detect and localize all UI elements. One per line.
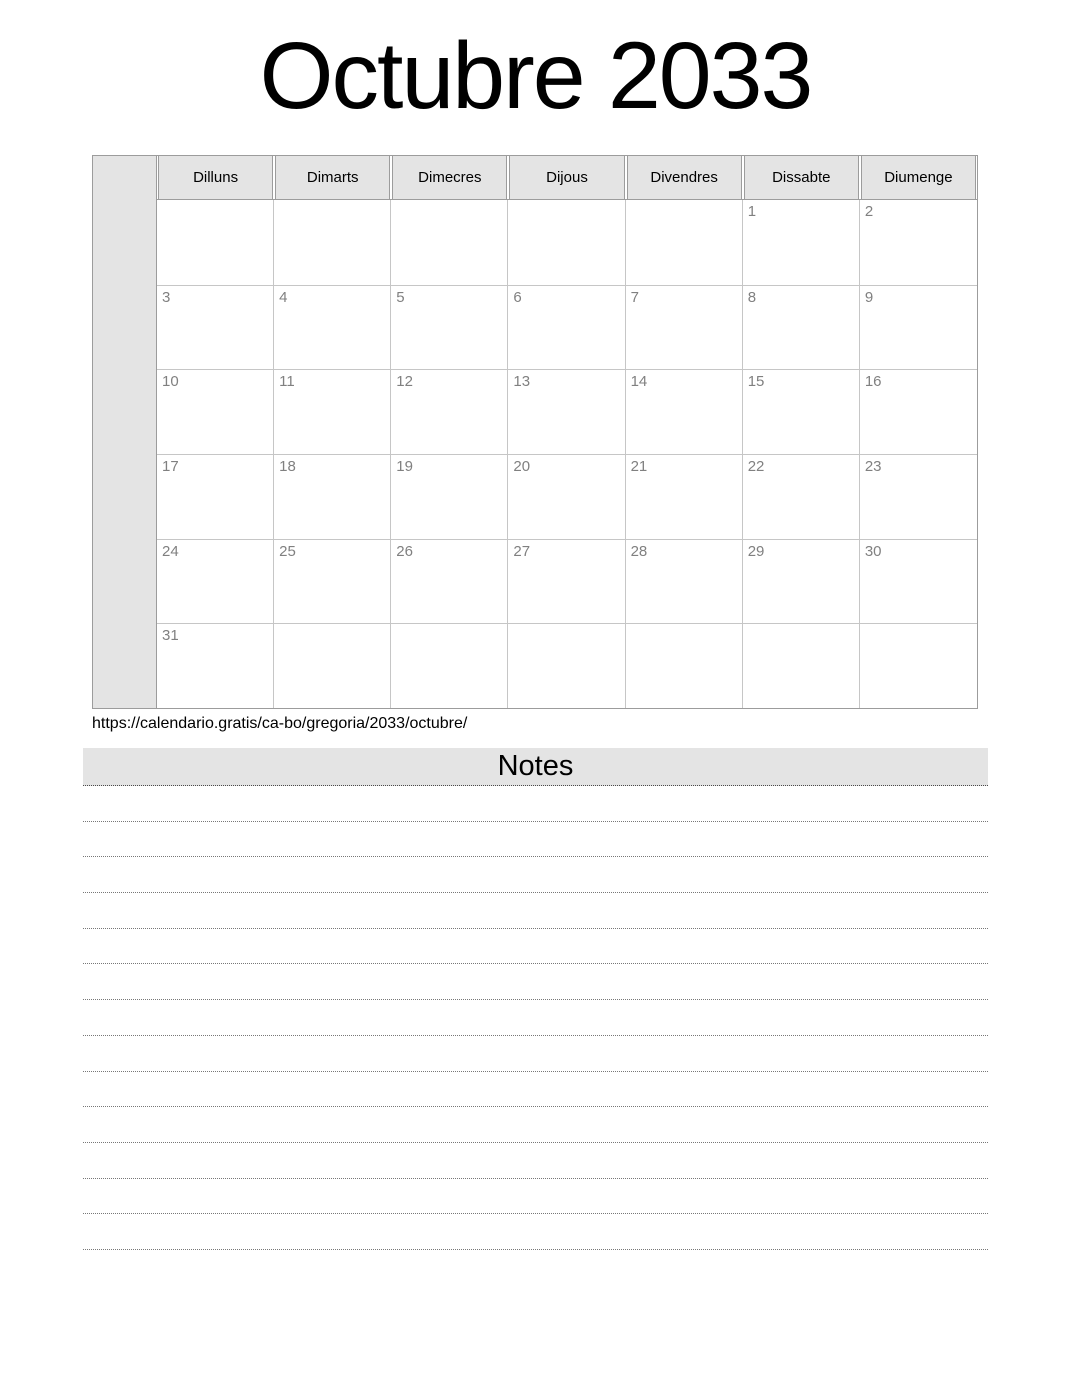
day-number: 3 [162, 288, 171, 306]
day-cell-empty [274, 623, 391, 708]
day-number: 6 [513, 288, 522, 306]
day-cell-empty [860, 623, 977, 708]
notes-line [83, 1179, 988, 1215]
notes-line [83, 893, 988, 929]
day-number: 29 [747, 542, 765, 560]
day-cell-empty [508, 623, 625, 708]
page-title: Octubre 2033 [259, 23, 812, 129]
day-number: 13 [513, 373, 531, 391]
notes-section [83, 748, 988, 1250]
day-number: 28 [630, 542, 648, 560]
notes-header [83, 748, 988, 786]
day-cell-21 [626, 454, 743, 539]
notes-line [83, 1036, 988, 1072]
day-cell-25 [274, 539, 391, 624]
day-cell-19 [391, 454, 508, 539]
day-cell-18 [274, 454, 391, 539]
day-cell-empty [626, 200, 743, 285]
day-cell-31 [157, 623, 274, 708]
day-cell-24 [157, 539, 274, 624]
day-cell-14 [626, 369, 743, 454]
day-number: 2 [864, 203, 874, 220]
notes-lines-area [83, 786, 988, 1250]
calendar-main [157, 156, 977, 708]
notes-line [83, 1000, 988, 1036]
weekday-header-dissabte: Dissabte [744, 156, 859, 199]
day-cell-empty [743, 623, 860, 708]
day-number: 14 [630, 373, 648, 391]
day-number: 23 [864, 457, 882, 475]
weekday-header-diumenge: Diumenge [861, 156, 976, 199]
day-number: 20 [513, 457, 531, 475]
day-cell-empty [391, 200, 508, 285]
weekday-header-dijous: Dijous [509, 156, 624, 199]
day-number: 22 [747, 457, 765, 475]
day-cell-8 [743, 285, 860, 370]
day-cell-23 [860, 454, 977, 539]
notes-line [83, 929, 988, 965]
day-number: 5 [396, 288, 405, 306]
day-cell-10 [157, 369, 274, 454]
source-url: https://calendario.gratis/ca-bo/gregoria/2033/octubre/ [92, 715, 468, 732]
day-number: 9 [864, 288, 874, 306]
day-cell-empty [274, 200, 391, 285]
notes-title: Notes [497, 750, 574, 782]
day-cell-5 [391, 285, 508, 370]
day-cell-empty [157, 200, 274, 285]
notes-line [83, 964, 988, 1000]
day-number: 27 [513, 542, 531, 560]
day-number: 24 [162, 542, 179, 560]
day-number: 25 [279, 542, 296, 560]
notes-line [83, 822, 988, 858]
day-cell-22 [743, 454, 860, 539]
day-cell-3 [157, 285, 274, 370]
weekday-header-divendres: Divendres [627, 156, 742, 199]
day-number: 11 [279, 373, 295, 391]
day-cell-1 [743, 200, 860, 285]
day-cell-13 [508, 369, 625, 454]
day-number: 19 [396, 457, 413, 475]
day-cell-15 [743, 369, 860, 454]
day-cell-empty [626, 623, 743, 708]
calendar-table [92, 155, 978, 709]
notes-line [83, 1143, 988, 1179]
notes-line [83, 857, 988, 893]
day-cell-16 [860, 369, 977, 454]
day-number: 21 [630, 457, 648, 475]
day-number: 18 [279, 457, 296, 475]
weekday-header-dimarts: Dimarts [275, 156, 390, 199]
day-number: 7 [630, 288, 639, 306]
day-cell-28 [626, 539, 743, 624]
day-cell-11 [274, 369, 391, 454]
day-cell-4 [274, 285, 391, 370]
day-cell-20 [508, 454, 625, 539]
weekday-header-dilluns: Dilluns [158, 156, 273, 199]
day-cell-7 [626, 285, 743, 370]
weekday-header-row [157, 156, 977, 200]
day-number: 4 [279, 288, 288, 306]
notes-line [83, 1214, 988, 1250]
notes-line [83, 1072, 988, 1108]
day-cell-9 [860, 285, 977, 370]
day-cell-27 [508, 539, 625, 624]
day-cell-6 [508, 285, 625, 370]
day-cell-17 [157, 454, 274, 539]
day-cell-empty [508, 200, 625, 285]
day-number: 30 [864, 542, 882, 560]
week-number-column [93, 156, 157, 708]
day-number: 10 [162, 373, 179, 391]
day-number: 8 [747, 288, 757, 306]
notes-line [83, 1107, 988, 1143]
day-cell-empty [391, 623, 508, 708]
day-number: 31 [162, 627, 179, 645]
day-number: 26 [396, 542, 413, 560]
day-number: 1 [747, 203, 757, 220]
day-cell-2 [860, 200, 977, 285]
day-number: 16 [864, 373, 882, 391]
day-number: 17 [162, 457, 179, 475]
day-cell-26 [391, 539, 508, 624]
day-number: 12 [396, 373, 413, 391]
calendar-grid [157, 200, 977, 708]
day-cell-29 [743, 539, 860, 624]
day-number: 15 [747, 373, 765, 391]
weekday-header-dimecres: Dimecres [392, 156, 507, 199]
notes-line [83, 786, 988, 822]
day-cell-30 [860, 539, 977, 624]
day-cell-12 [391, 369, 508, 454]
